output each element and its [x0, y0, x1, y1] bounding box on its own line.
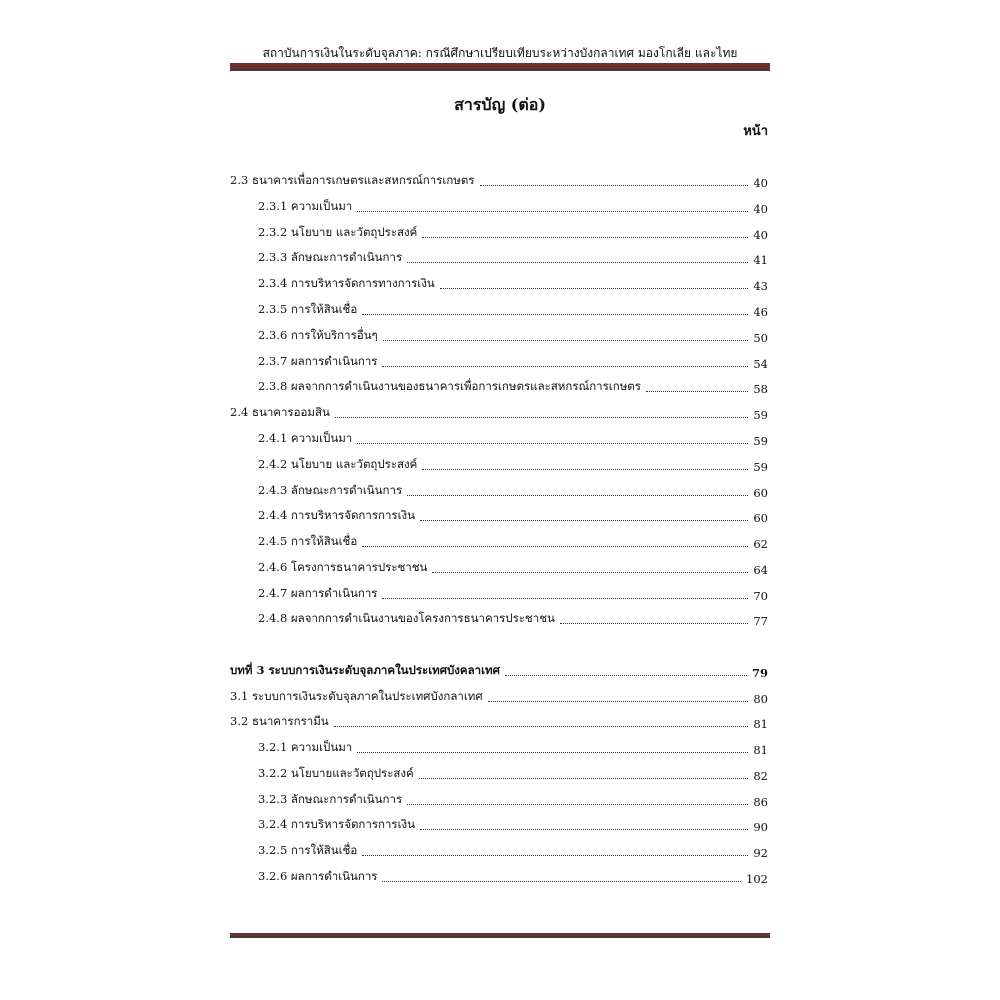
toc-entry-page: 54 — [753, 357, 768, 371]
toc-entry — [230, 763, 768, 783]
dot-leader — [560, 623, 748, 624]
toc-entry-title: 2.3.5 การให้สินเชื่อ — [258, 302, 358, 316]
dot-leader — [382, 881, 741, 882]
toc-entry-title: 2.3 ธนาคารเพื่อการเกษตรและสหกรณ์การเกษตร — [230, 173, 475, 187]
toc-entry — [230, 222, 768, 242]
toc-entry — [230, 531, 768, 551]
toc-entry-page: 40 — [753, 176, 768, 190]
toc-entry — [230, 196, 768, 216]
toc-entry — [230, 608, 768, 628]
toc-entry — [230, 505, 768, 525]
footer-rule — [230, 933, 770, 938]
toc-entry — [230, 170, 768, 190]
running-header: สถาบันการเงินในระดับจุลภาค: กรณีศึกษาเปรียบเทียบระหว่างบังกลาเทศ มองโกเลีย และไทย — [262, 46, 738, 60]
toc-title: สารบัญ (ต่อ) — [454, 95, 546, 114]
dot-leader — [488, 701, 749, 702]
toc-entry-page: 64 — [753, 563, 768, 577]
dot-leader — [420, 829, 748, 830]
toc-entry-title: 3.2 ธนาคารกรามีน — [230, 714, 329, 728]
toc-entry — [230, 299, 768, 319]
dot-leader — [480, 185, 749, 186]
toc-entry-title: 2.4.5 การให้สินเชื่อ — [258, 534, 358, 548]
dot-leader — [420, 520, 748, 521]
toc-entry-title: 2.4.4 การบริหารจัดการการเงิน — [258, 508, 416, 522]
toc-entry-page: 58 — [753, 382, 768, 396]
toc-entry-page: 50 — [753, 331, 768, 345]
dot-leader — [382, 366, 748, 367]
toc-entry-title: 2.4.3 ลักษณะการดำเนินการ — [258, 483, 403, 497]
dot-leader — [432, 572, 748, 573]
toc-entry — [230, 737, 768, 757]
page-column-label: หน้า — [743, 124, 768, 139]
toc-entry — [230, 789, 768, 809]
toc-entry-page: 40 — [753, 228, 768, 242]
toc-entry-title: 3.2.4 การบริหารจัดการการเงิน — [258, 817, 416, 831]
dot-leader — [440, 288, 749, 289]
dot-leader — [357, 211, 748, 212]
toc-entry — [230, 660, 768, 680]
toc-entry — [230, 686, 768, 706]
dot-leader — [362, 314, 748, 315]
toc-entry-title: 3.2.1 ความเป็นมา — [258, 740, 353, 754]
toc-entry-page: 82 — [753, 769, 768, 783]
toc-entry-title: 2.3.1 ความเป็นมา — [258, 199, 353, 213]
dot-leader — [334, 726, 749, 727]
toc-entry — [230, 454, 768, 474]
toc-entry-page: 46 — [753, 305, 768, 319]
toc-entry-page: 60 — [753, 486, 768, 500]
toc-entry — [230, 711, 768, 731]
toc-entry — [230, 557, 768, 577]
toc-entry-page: 86 — [753, 795, 768, 809]
dot-leader — [646, 391, 748, 392]
dot-leader — [362, 546, 748, 547]
toc-entry-page: 81 — [753, 717, 768, 731]
toc-entry-page: 77 — [753, 614, 768, 628]
toc-entry-title: 2.4.2 นโยบาย และวัตถุประสงค์ — [258, 457, 418, 471]
dot-leader — [362, 855, 748, 856]
dot-leader — [407, 495, 748, 496]
toc-entry-page: 59 — [753, 408, 768, 422]
toc-entry-title: 2.4.7 ผลการดำเนินการ — [258, 586, 378, 600]
header-rule — [230, 63, 770, 71]
dot-leader — [335, 417, 748, 418]
toc-entry — [230, 840, 768, 860]
toc-entry-title: 2.4.1 ความเป็นมา — [258, 431, 353, 445]
toc-entry — [230, 866, 768, 886]
toc-entry-page: 80 — [753, 692, 768, 706]
toc-entry-title: 3.2.6 ผลการดำเนินการ — [258, 869, 378, 883]
dot-leader — [505, 675, 747, 676]
toc-entry — [230, 428, 768, 448]
dot-leader — [407, 262, 748, 263]
toc-entry — [230, 402, 768, 422]
toc-entry-page: 70 — [753, 589, 768, 603]
toc-entry-page: 59 — [753, 460, 768, 474]
dot-leader — [422, 469, 748, 470]
toc-entry-page: 62 — [753, 537, 768, 551]
toc-entry-page: 102 — [746, 872, 768, 886]
toc-entry-page: 92 — [753, 846, 768, 860]
toc-entry-title: บทที่ 3 ระบบการเงินระดับจุลภาคในประเทศบังคลาเทศ — [230, 663, 500, 677]
dot-leader — [383, 340, 749, 341]
toc-entry-title: 2.4.8 ผลจากการดำเนินงานของโครงการธนาคารประชาชน — [258, 611, 555, 625]
toc-entry-title: 3.2.5 การให้สินเชื่อ — [258, 843, 358, 857]
dot-leader — [357, 752, 748, 753]
toc-entry — [230, 814, 768, 834]
toc-entry-title: 2.3.3 ลักษณะการดำเนินการ — [258, 250, 403, 264]
toc-entry-page: 40 — [753, 202, 768, 216]
toc-entry-title: 2.3.6 การให้บริการอื่นๆ — [258, 328, 378, 342]
toc-entry — [230, 325, 768, 345]
toc-entry-title: 2.3.2 นโยบาย และวัตถุประสงค์ — [258, 225, 418, 239]
toc-entry-title: 3.1 ระบบการเงินระดับจุลภาคในประเทศบังกลาเทศ — [230, 689, 483, 703]
toc-entry-title: 3.2.2 นโยบายและวัตถุประสงค์ — [258, 766, 414, 780]
toc-entry — [230, 247, 768, 267]
toc-entry-page: 81 — [753, 743, 768, 757]
toc-entry-page: 79 — [751, 666, 768, 680]
toc-entry-title: 3.2.3 ลักษณะการดำเนินการ — [258, 792, 403, 806]
toc-entry — [230, 480, 768, 500]
toc-entry — [230, 273, 768, 293]
toc-entry-title: 2.4 ธนาคารออมสิน — [230, 405, 330, 419]
toc-entry-page: 41 — [753, 253, 768, 267]
toc-entry-title: 2.3.4 การบริหารจัดการทางการเงิน — [258, 276, 435, 290]
toc-entry-page: 60 — [753, 511, 768, 525]
dot-leader — [422, 237, 748, 238]
toc-entry-page: 90 — [753, 820, 768, 834]
dot-leader — [382, 598, 748, 599]
toc-entry-page: 43 — [753, 279, 768, 293]
toc-entry — [230, 351, 768, 371]
dot-leader — [407, 804, 748, 805]
toc-entry — [230, 583, 768, 603]
toc-entry-title: 2.3.8 ผลจากการดำเนินงานของธนาคารเพื่อการเกษตรและสหกรณ์การเกษตร — [258, 379, 641, 393]
toc-entry-page: 59 — [753, 434, 768, 448]
toc-entry-title: 2.4.6 โครงการธนาคารประชาชน — [258, 560, 428, 574]
toc-entry-title: 2.3.7 ผลการดำเนินการ — [258, 354, 378, 368]
toc-entry — [230, 376, 768, 396]
dot-leader — [357, 443, 748, 444]
dot-leader — [419, 778, 749, 779]
